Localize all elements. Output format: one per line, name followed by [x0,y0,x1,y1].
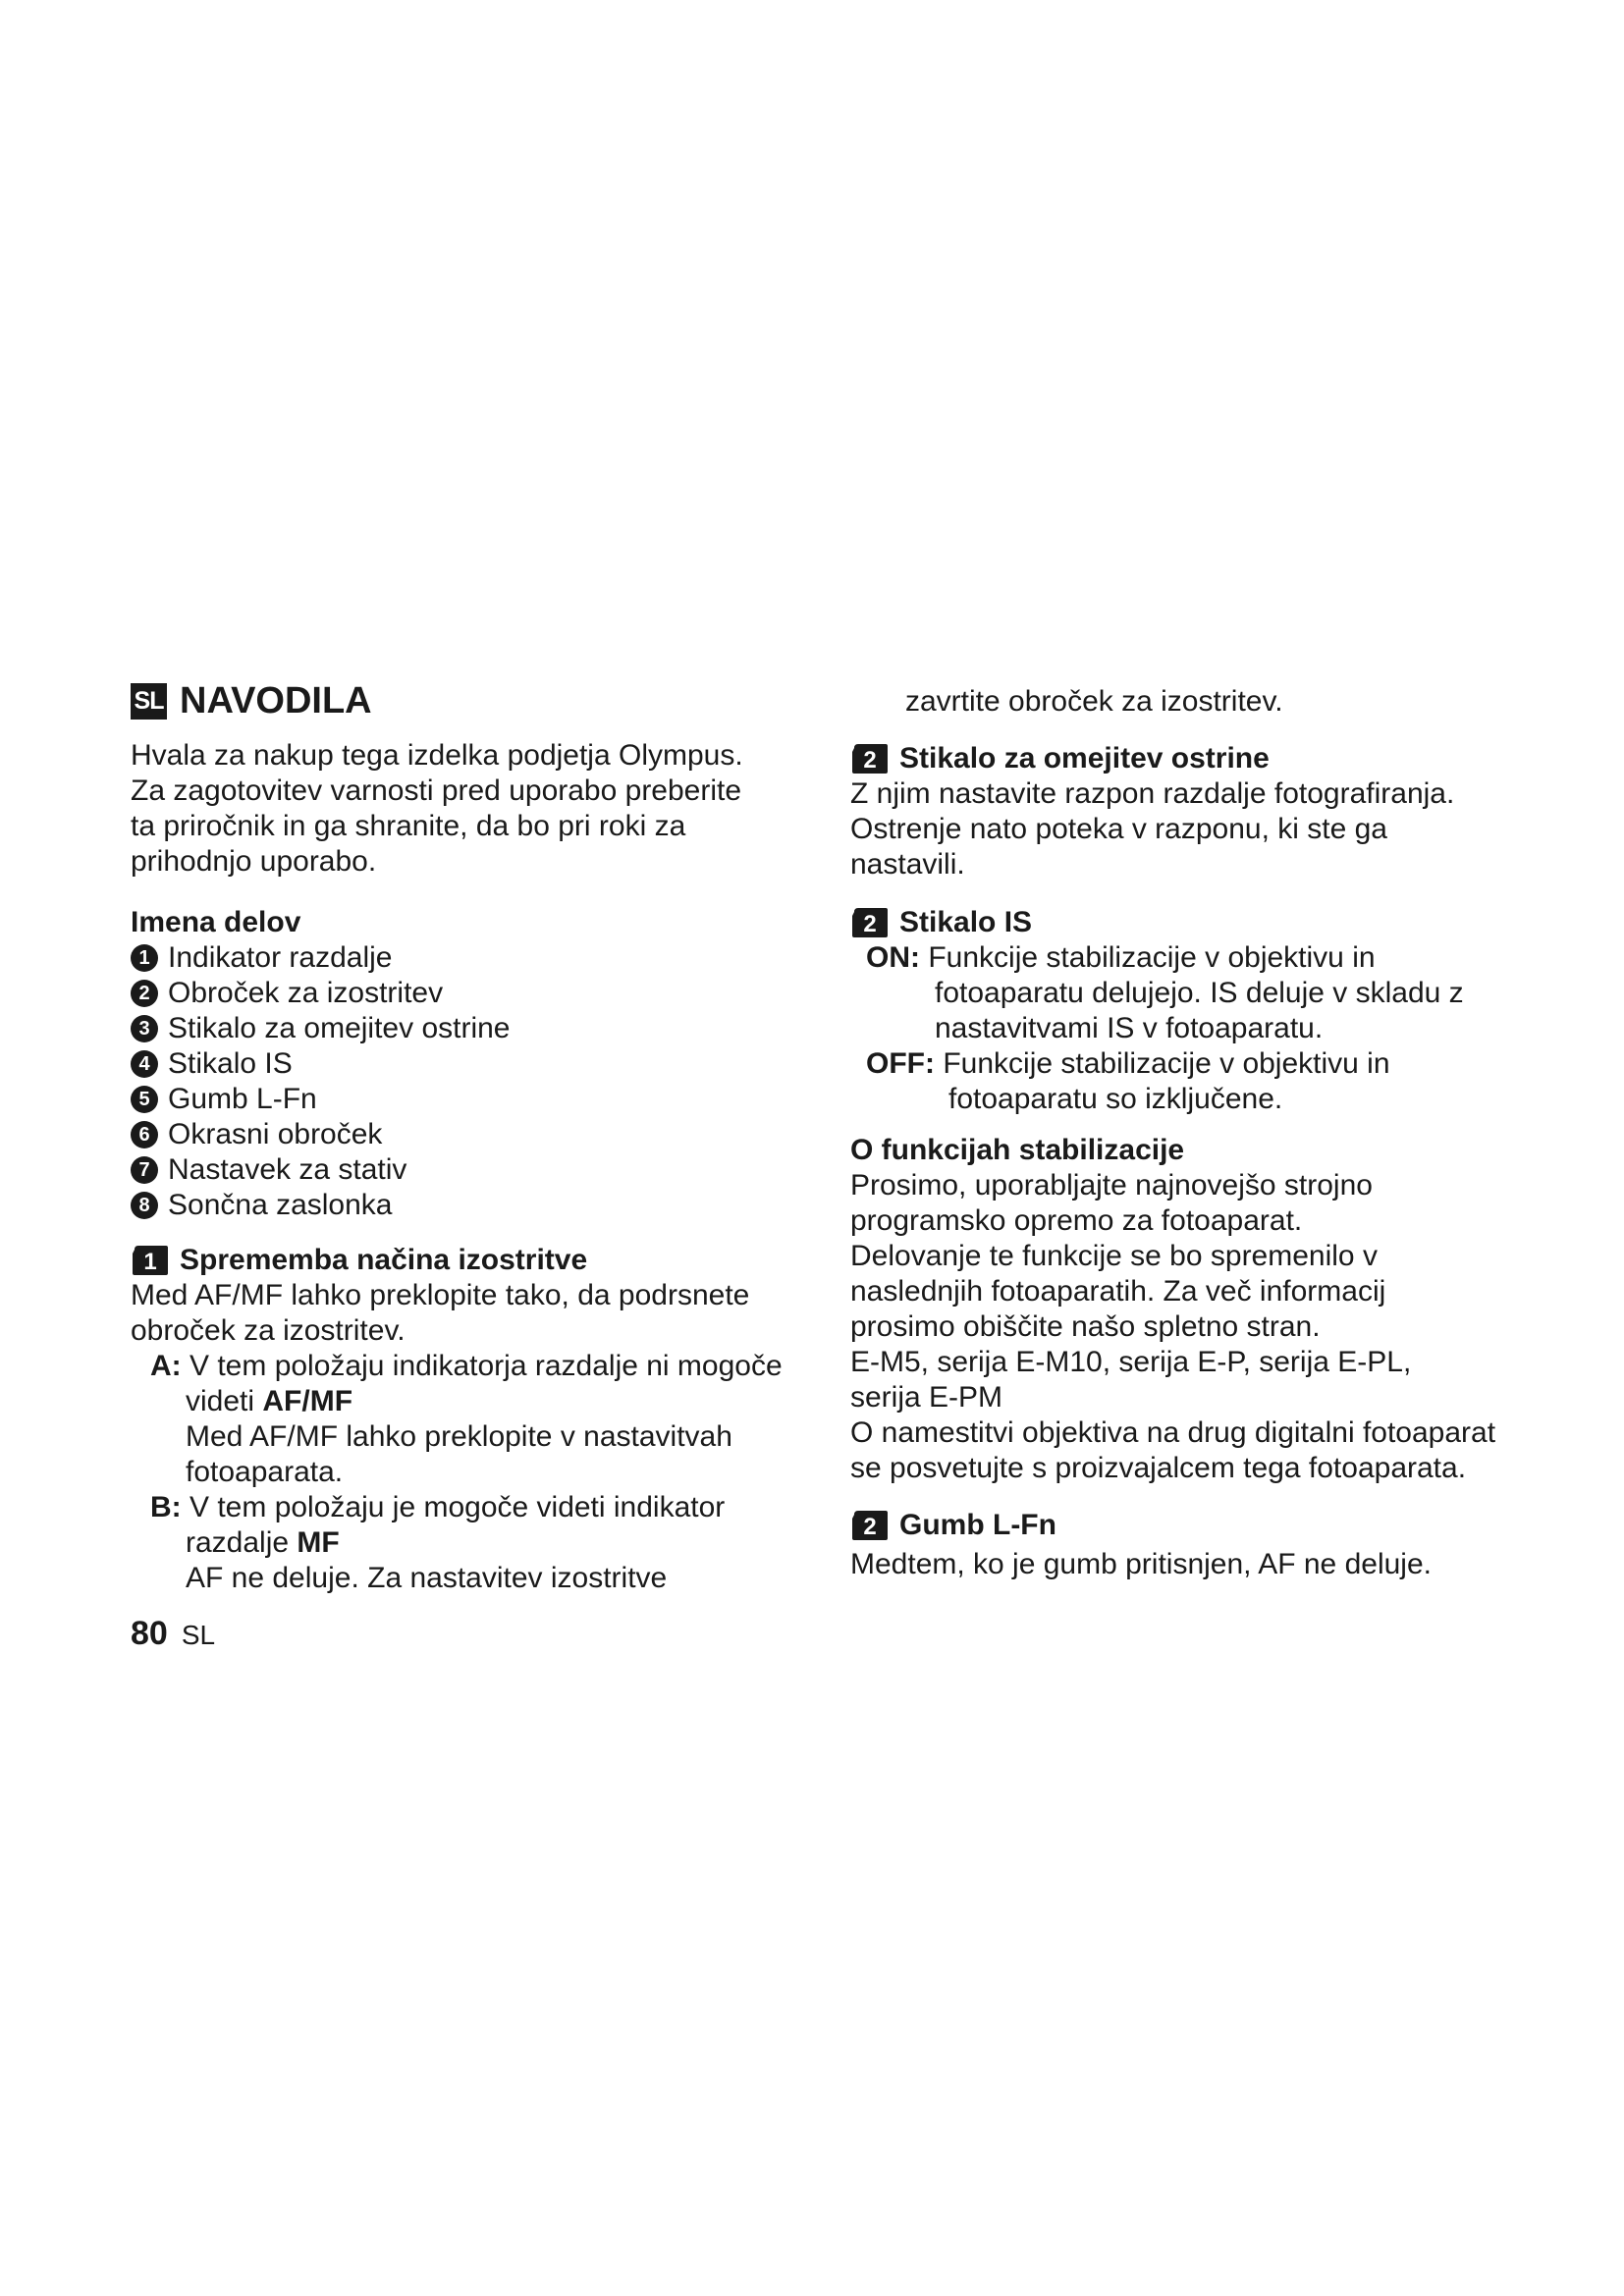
part-item [131,976,443,1011]
option-a-text: V tem položaju indikatorja razdalje ni mogoče [189,1350,783,1382]
step-2-icon-number: 2 [863,911,877,937]
option-a-key: A: [150,1350,182,1382]
page-language: SL [181,1620,216,1650]
part-item [131,1011,511,1046]
number-5-icon: 5 [131,1086,158,1113]
number-8-icon: 8 [131,1192,158,1219]
stabilization-body: Prosimo, uporabljajte najnovejšo strojno [850,1169,1373,1201]
on-line: fotoaparatu delujejo. IS deluje v skladu z [935,977,1464,1009]
step1-title: Sprememba načina izostritve [180,1244,588,1276]
off-key: OFF: [866,1047,935,1080]
option-b-text: V tem položaju je mogoče videti indikator [189,1491,726,1523]
step-2-icon-number: 2 [863,1514,877,1540]
number-7-icon: 7 [131,1156,158,1184]
stabilization-body: se posvetujte s proizvajalcem tega fotoaparata. [850,1452,1467,1484]
part-label: Okrasni obroček [168,1118,383,1150]
part-item [131,1082,317,1117]
is-heading [850,905,1032,940]
page-number: 80 [131,1615,168,1652]
lfn-body: Medtem, ko je gumb pritisnjen, AF ne deluje. [850,1548,1432,1580]
part-label: Gumb L-Fn [168,1083,317,1115]
stabilization-body: naslednjih fotoaparatih. Za več informacij [850,1275,1386,1308]
is-title: Stikalo IS [899,906,1033,938]
title-text: NAVODILA [180,680,372,721]
part-label: Stikalo IS [168,1047,293,1080]
option-b-line: zavrtite obroček za izostritev. [905,685,1283,718]
on-text: Funkcije stabilizacije v objektivu in [928,941,1376,974]
number-1-icon: 1 [131,944,158,972]
stabilization-body: serija E-PM [850,1381,1003,1414]
stabilization-heading: O funkcijah stabilizacije [850,1134,1185,1166]
part-item [131,1046,293,1082]
step-2-icon [850,1509,890,1542]
stabilization-body: prosimo obiščite našo spletno stran. [850,1310,1321,1343]
part-item [131,1117,382,1152]
limiter-body: nastavili. [850,848,965,881]
number-2-icon: 2 [131,980,158,1007]
intro-line: prihodnjo uporabo. [131,845,377,878]
on-key: ON: [866,941,920,974]
limiter-heading [850,741,1270,776]
option-b-key: B: [150,1491,182,1523]
step1-body: obroček za izostritev. [131,1314,406,1347]
mf-label: MF [297,1526,340,1559]
page-footer [131,1616,215,1653]
af-mf-label: AF/MF [262,1385,353,1417]
number-6-icon: 6 [131,1121,158,1148]
intro-line: Za zagotovitev varnosti pred uporabo preberite [131,774,742,807]
part-label: Sončna zaslonka [168,1189,393,1221]
off-line: fotoaparatu so izključene. [948,1083,1283,1115]
limiter-body: Z njim nastavite razpon razdalje fotografiranja. [850,777,1455,810]
on-line: nastavitvami IS v fotoaparatu. [935,1012,1324,1044]
stabilization-body: Delovanje te funkcije se bo spremenilo v [850,1240,1378,1272]
part-item [131,940,392,976]
lfn-heading [850,1508,1056,1543]
limiter-body: Ostrenje nato poteka v razponu, ki ste ga [850,813,1387,845]
stabilization-body: E-M5, serija E-M10, serija E-P, serija E-PL, [850,1346,1412,1378]
step-1-icon-number: 1 [143,1249,157,1275]
number-3-icon: 3 [131,1015,158,1042]
stabilization-body: O namestitvi objektiva na drug digitalni fotoaparat [850,1416,1496,1449]
step-1-icon [131,1244,170,1277]
option-a-line [186,1384,352,1419]
step1-heading [131,1243,587,1278]
part-label: Nastavek za stativ [168,1153,407,1186]
option-b [150,1490,725,1525]
language-badge: SL [131,683,167,720]
lfn-title: Gumb L-Fn [899,1509,1056,1541]
option-a-line: Med AF/MF lahko preklopite v nastavitvah [186,1420,732,1453]
limiter-title: Stikalo za omejitev ostrine [899,742,1270,774]
option-b-text: razdalje [186,1526,298,1559]
option-b-line [186,1525,340,1561]
option-a-line: fotoaparata. [186,1456,344,1488]
page-title [131,678,372,723]
part-item [131,1152,406,1188]
option-a-text: videti [186,1385,263,1417]
part-label: Stikalo za omejitev ostrine [168,1012,511,1044]
option-a [150,1349,783,1384]
step1-body: Med AF/MF lahko preklopite tako, da podrsnete [131,1279,750,1311]
is-off [866,1046,1390,1082]
parts-heading: Imena delov [131,906,301,938]
step-2-icon [850,906,890,939]
off-text: Funkcije stabilizacije v objektivu in [943,1047,1390,1080]
part-label: Indikator razdalje [168,941,393,974]
intro-line: ta priročnik in ga shranite, da bo pri roki za [131,810,686,842]
option-b-line: AF ne deluje. Za nastavitev izostritve [186,1562,668,1594]
part-item [131,1188,393,1223]
number-4-icon: 4 [131,1050,158,1078]
is-on [866,940,1376,976]
stabilization-body: programsko opremo za fotoaparat. [850,1204,1303,1237]
part-label: Obroček za izostritev [168,977,444,1009]
step-2-icon-number: 2 [863,747,877,774]
step-2-icon [850,742,890,775]
intro-line: Hvala za nakup tega izdelka podjetja Olympus. [131,739,743,772]
